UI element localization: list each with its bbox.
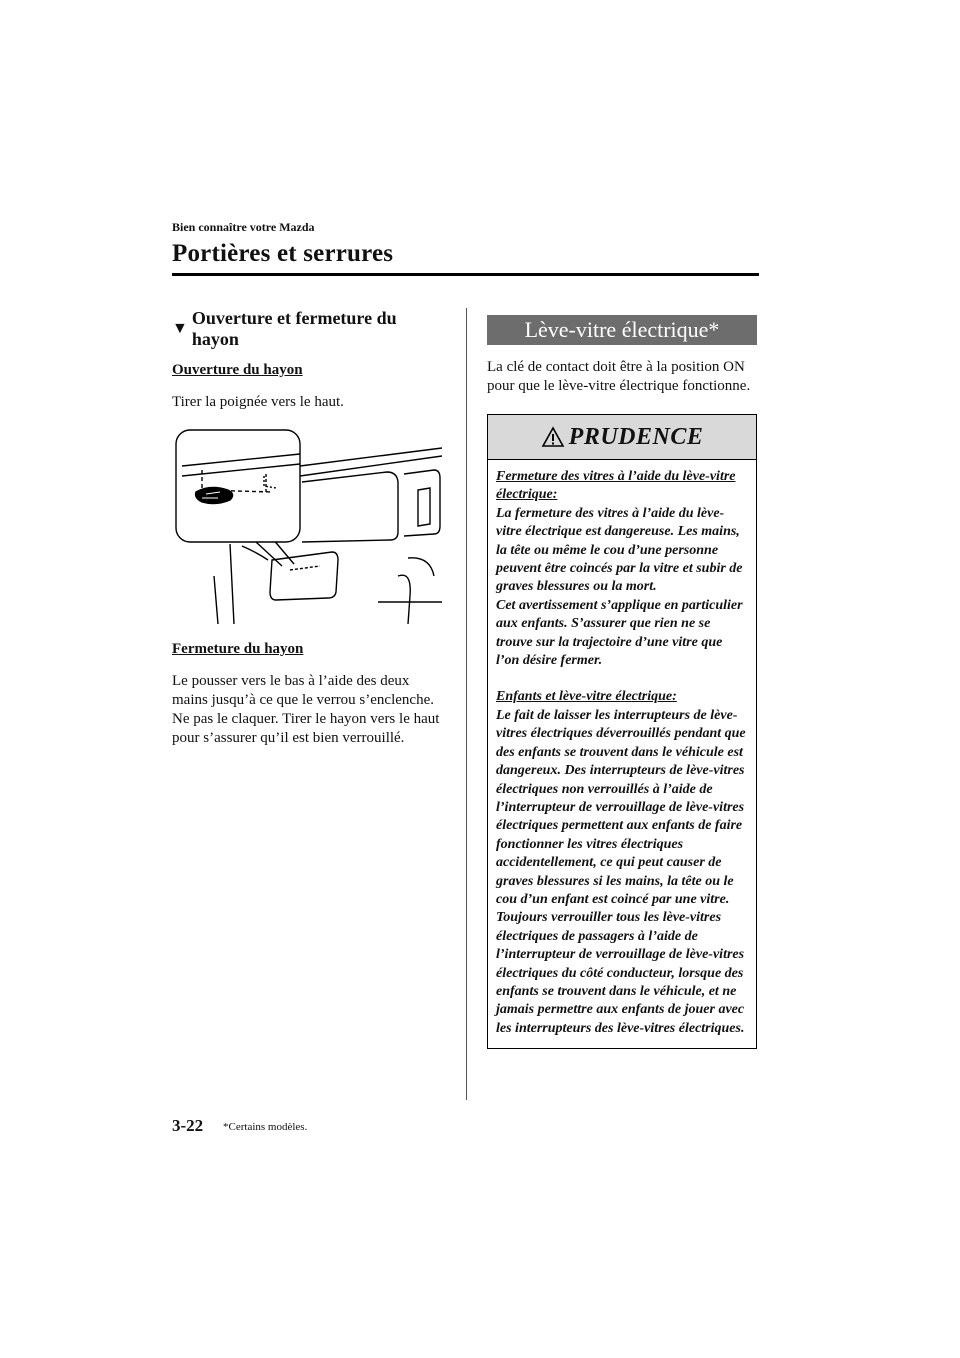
- power-window-banner: Lève-vitre électrique*: [487, 315, 757, 345]
- tailgate-handle-illustration: [172, 426, 442, 624]
- caution-subheading-children: Enfants et lève-vitre électrique:: [496, 689, 677, 705]
- caution-header: [488, 415, 756, 460]
- caution-title: PRUDENCE: [568, 423, 704, 450]
- tailgate-heading-text: Ouverture et fermeture du hayon: [191, 308, 397, 349]
- close-tailgate-title: Fermeture du hayon: [172, 641, 304, 657]
- page-number: 3-22: [172, 1116, 204, 1135]
- triangle-marker-icon: ▼: [172, 320, 188, 337]
- open-tailgate-text: Tirer la poignée vers le haut.: [172, 394, 344, 410]
- power-window-intro: La clé de contact doit être à la position ON pour que le lève-vitre électrique fonctionne.: [487, 359, 751, 394]
- right-column: [487, 315, 759, 1049]
- caution-box: [487, 414, 757, 1049]
- footnote: *Certains modèles.: [223, 1121, 308, 1133]
- column-divider: [466, 308, 467, 1100]
- caution-paragraph: Le fait de laisser les interrupteurs de lève-vitres électriques déverrouillés pendant que des enfants se trouvent dans le véhicule est dangereux. Des interrupteurs de lève-vitres électriques non verrouillés à l’aide de l’interrupteur de verrouillage de lève-vitres électriques permettent aux enfants de faire fonctionner les vitres électriques accidentellement, ce qui peut causer de graves blessures si les mains, la tête ou le cou d’un enfant est coincé par une vitre. Toujours verrouiller tous les lève-vitres électriques de passagers à l’aide de l’interrupteur de verrouillage de lève-vitres électriques du côté conducteur, lorsque des enfants se trouvent dans le véhicule, et ne jamais permettre aux enfants de jouer avec les interrupteurs des lève-vitres électriques.: [496, 707, 746, 1036]
- caution-subheading-closing: Fermeture des vitres à l’aide du lève-vitre électrique:: [496, 469, 736, 503]
- header-rule: [172, 273, 759, 276]
- section-title: Portières et serrures: [172, 240, 394, 267]
- caution-body: [488, 460, 756, 1048]
- warning-triangle-icon: [541, 426, 565, 448]
- caution-paragraph: Cet avertissement s’applique en particulier aux enfants. S’assurer que rien ne se trouve sur la trajectoire d’une vitre que l’on désire fermer.: [496, 597, 743, 669]
- left-column: [172, 308, 447, 762]
- caution-paragraph: La fermeture des vitres à l’aide du lève-vitre électrique est dangereuse. Les mains, la tête ou même le cou d’une personne peuvent être coincés par la vitre et subir de graves blessures ou la mort.: [496, 505, 743, 595]
- chapter-label: Bien connaître votre Mazda: [172, 220, 315, 234]
- tailgate-heading: [172, 308, 447, 350]
- open-tailgate-title: Ouverture du hayon: [172, 362, 303, 378]
- close-tailgate-text: Le pousser vers le bas à l’aide des deux mains jusqu’à ce que le verrou s’enclenche. Ne pas le claquer. Tirer le hayon vers le haut pour s’assurer qu’il est bien verrouillé.: [172, 673, 440, 746]
